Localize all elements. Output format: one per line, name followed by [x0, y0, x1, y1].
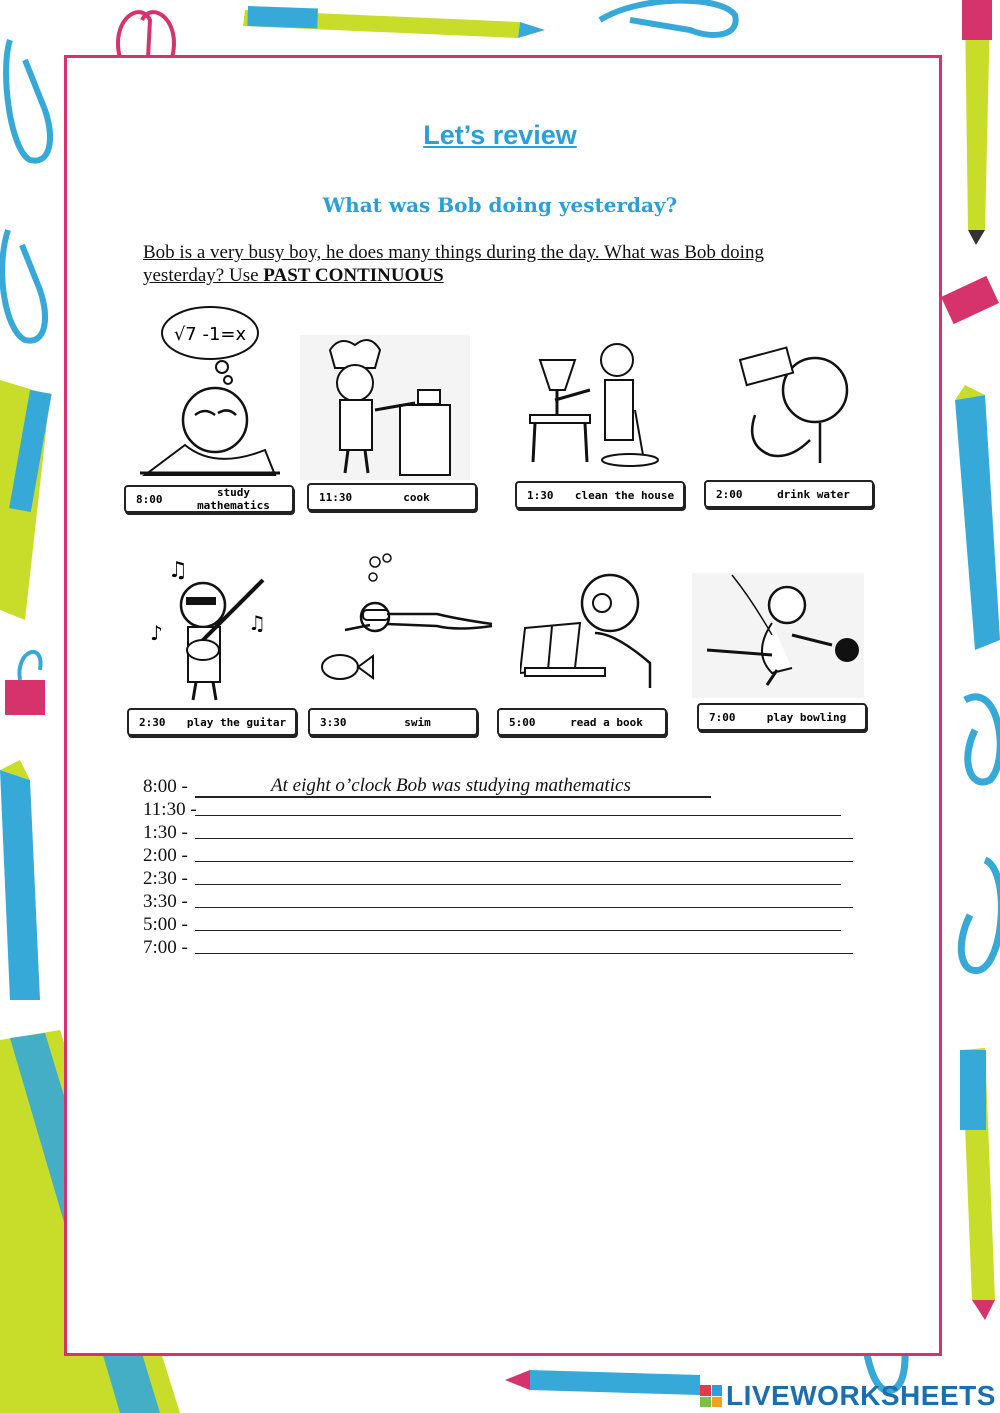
example-answer: At eight o’clock Bob was studying mathematics	[195, 775, 631, 798]
example-underline	[631, 775, 711, 798]
answer-row	[143, 867, 863, 890]
bob-drinking-illustration	[735, 345, 860, 470]
answer-time: 2:00 -	[143, 845, 188, 866]
activity-label: 2:30 play the guitar	[127, 708, 297, 736]
bob-studying-illustration	[140, 295, 280, 480]
liveworksheets-logo[interactable]	[700, 1380, 996, 1412]
bob-swimming-illustration	[315, 552, 495, 692]
brand-text: LIVEWORKSHEETS	[726, 1380, 996, 1411]
bob-cleaning-illustration	[525, 340, 680, 470]
activity-label: 1:30 clean the house	[515, 481, 685, 509]
paperclip-icon	[2, 40, 50, 341]
activity-label: 2:00 drink water	[704, 480, 874, 508]
answer-field[interactable]	[195, 844, 853, 862]
answer-section	[143, 775, 863, 959]
answer-row	[143, 936, 863, 959]
pen-icon	[960, 1048, 995, 1320]
activity-label: 11:30 cook	[307, 483, 477, 511]
music-note-icon: ♪	[150, 621, 163, 645]
answer-field[interactable]	[195, 890, 853, 908]
answer-row	[143, 775, 863, 798]
answer-field[interactable]	[195, 867, 841, 885]
bob-guitar-illustration	[148, 555, 273, 705]
page-subtitle: What was Bob doing yesterday?	[322, 193, 678, 217]
answer-time: 2:30 -	[143, 868, 188, 889]
pen-icon	[505, 1370, 700, 1395]
answer-row	[143, 890, 863, 913]
bob-bowling-illustration	[692, 515, 877, 700]
answer-row	[143, 913, 863, 936]
answer-row	[143, 844, 863, 867]
binder-clip-icon	[5, 652, 45, 715]
activity-label: 7:00 play bowling	[697, 703, 867, 731]
answer-time: 7:00 -	[143, 937, 188, 958]
binder-clip-icon	[941, 276, 999, 324]
activity-label: 5:00 read a book	[497, 708, 667, 736]
pen-icon	[243, 6, 545, 38]
activity-label: 8:00 study mathematics	[124, 485, 294, 513]
page-title: Let’s review	[423, 120, 577, 150]
bob-cooking-illustration	[300, 335, 470, 480]
answer-time: 3:30 -	[143, 891, 188, 912]
answer-time: 1:30 -	[143, 822, 188, 843]
music-note-icon: ♫	[168, 558, 188, 583]
answer-time: 5:00 -	[143, 914, 188, 935]
answer-row	[143, 798, 863, 821]
answer-time: 11:30 -	[143, 799, 197, 820]
paperclip-icon	[961, 697, 1000, 971]
instructions: Bob is a very busy boy, he does many things during the day. What was Bob doing yesterday? Use PAST CONTINUOUS	[143, 242, 764, 286]
answer-field[interactable]	[195, 936, 853, 954]
pen-icon	[0, 380, 52, 620]
answer-row	[143, 821, 863, 844]
answer-field[interactable]	[195, 798, 841, 816]
music-note-icon: ♫	[248, 611, 266, 635]
svg-text:√7 -1=x: √7 -1=x	[173, 324, 247, 345]
answer-field[interactable]	[195, 821, 853, 839]
pen-icon	[0, 760, 40, 1000]
bob-reading-illustration	[520, 568, 660, 693]
answer-field[interactable]	[195, 913, 841, 931]
pen-icon	[955, 385, 1000, 650]
paperclip-icon	[600, 1, 736, 35]
activity-label: 3:30 swim	[308, 708, 478, 736]
liveworksheets-logo-icon	[700, 1385, 722, 1407]
answer-time: 8:00 -	[143, 776, 188, 797]
